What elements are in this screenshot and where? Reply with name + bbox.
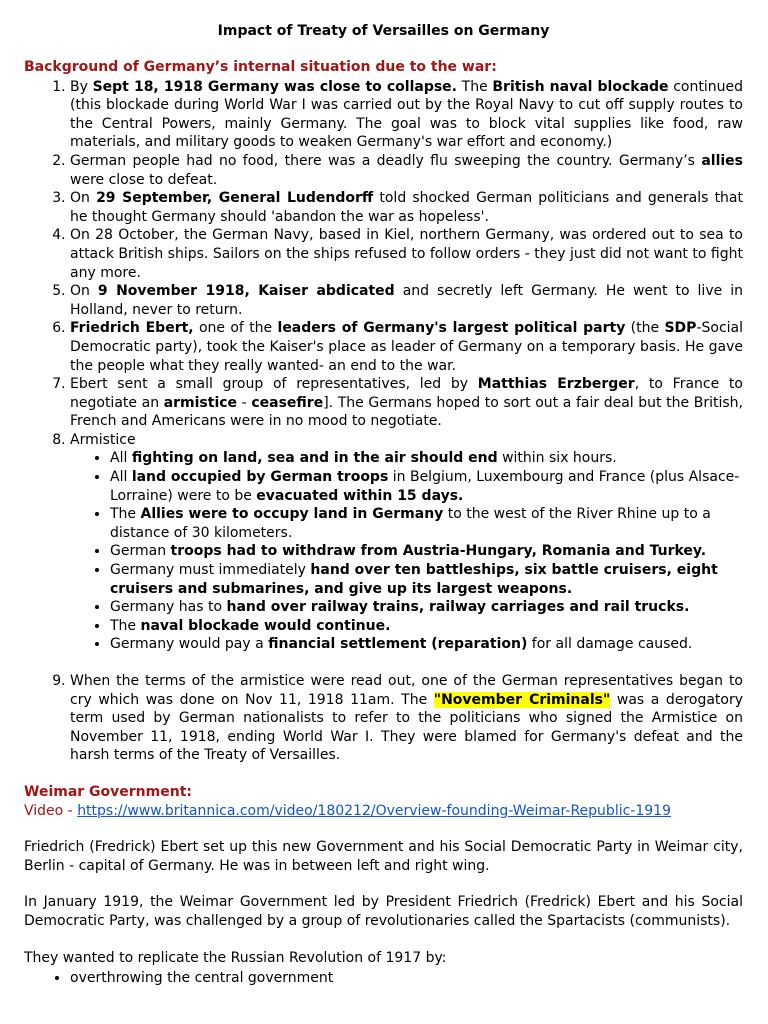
bullet-item	[110, 542, 743, 561]
text-run: The	[110, 617, 141, 634]
bold-text: Matthias Erzberger	[477, 376, 635, 393]
text-run: for all damage caused.	[527, 636, 693, 653]
bullet-item	[110, 617, 743, 636]
text-run: were close to defeat.	[70, 171, 218, 188]
text-run: When the terms of the armistice were read out, one of the German representatives began to cry which was done on Nov 11, 1918 11am. The	[70, 673, 743, 708]
list-item	[70, 226, 743, 282]
bold-text: Friedrich Ebert,	[70, 320, 194, 337]
text-run: The	[457, 78, 493, 95]
video-label: Video -	[24, 802, 78, 819]
text-run: Germany has to	[110, 599, 227, 616]
list-item	[70, 672, 743, 765]
bold-text: 29 September, General Ludendorff	[96, 190, 374, 207]
text-run: By	[70, 78, 93, 95]
list-item	[70, 189, 743, 226]
text-run: The	[110, 506, 141, 523]
bullet-item	[110, 505, 743, 542]
bold-text: naval blockade would continue.	[140, 617, 391, 634]
text-run: All	[110, 450, 132, 467]
text-run: was a derogatory term used by German nationalists to refer to the politicians who signed the Armistice on November 11, 1918, ending World War I. They were blamed for Germany's defeat and the harsh terms of the Treaty of Versailles.	[70, 691, 744, 764]
text-run: told shocked German politicians and generals that he thought Germany should 'abandon the war as hopeless'.	[70, 190, 744, 225]
text-run: -Social Democratic party), took the Kaiser's place as leader of Germany on a temporary basis. He gave the people what they really wanted- an end to the war.	[70, 320, 743, 374]
bold-text: fighting on land, sea and in the air should end	[131, 450, 498, 467]
paragraph-replicate-revolution: They wanted to replicate the Russian Revolution of 1917 by:	[24, 949, 447, 966]
bold-text: financial settlement (reparation)	[268, 636, 528, 653]
text-run: On	[70, 190, 97, 207]
text-run: Germany would pay a	[110, 636, 269, 653]
highlighted-term: "November Criminals"	[433, 691, 611, 708]
paragraph-ebert-government: Friedrich (Fredrick) Ebert set up this new Government and his Social Democratic Party in Weimar city, Berlin - capital of Germany. He was in between left and right wing.	[24, 839, 743, 874]
list-item	[70, 78, 743, 152]
bold-text: Sept 18, 1918 Germany was close to collapse.	[92, 78, 457, 95]
bold-text: British naval blockade	[492, 78, 669, 95]
bold-text: SDP	[664, 320, 697, 337]
text-run: in Belgium, Luxembourg and France (plus Alsace-Lorraine) were to be	[110, 469, 740, 504]
text-run: German people had no food, there was a deadly flu sweeping the country. Germany’s	[70, 152, 702, 169]
text-run: German	[110, 543, 171, 560]
bullet-item	[110, 561, 743, 598]
bullet-item: • overthrowing the central government	[70, 969, 743, 988]
list-item	[70, 431, 743, 654]
bold-text: ceasefire	[251, 394, 324, 411]
text-run: On 28 October, the German Navy, based in Kiel, northern Germany, was ordered out to sea to attack British ships. Sailors on the ships refused to follow orders - they just did not want to fight any more.	[70, 227, 743, 281]
text-run: and secretly left Germany. He went to live in Holland, never to return.	[70, 283, 743, 318]
bold-text: armistice	[163, 394, 238, 411]
paragraph-spartacists: In January 1919, the Weimar Government led by President Friedrich (Fredrick) Ebert and his Social Democratic Party, was challenged by a group of revolutionaries called the Spartacists (communists).	[24, 894, 743, 929]
armistice-terms-list	[70, 449, 743, 654]
text-run: Germany must immediately	[110, 562, 311, 579]
text-run: , to France to negotiate an	[70, 376, 743, 411]
section-heading-background: Background of Germany’s internal situation due to the war:	[24, 59, 497, 75]
text-run: (the	[625, 320, 665, 337]
bold-text: evacuated within 15 days.	[256, 487, 464, 504]
text-run: On	[70, 283, 98, 300]
text-run: within six hours.	[497, 450, 617, 467]
bold-text: Allies were to occupy land in Germany	[140, 506, 444, 523]
revolution-goals-list	[24, 969, 743, 988]
text-run: Armistice	[70, 431, 136, 448]
bold-text: land occupied by German troops	[131, 469, 389, 486]
list-item	[70, 319, 743, 375]
bold-text: troops had to withdraw from Austria-Hungary, Romania and Turkey.	[170, 543, 707, 560]
bold-text: hand over railway trains, railway carriages and rail trucks.	[226, 599, 690, 616]
list-item	[70, 152, 743, 189]
bullet-item	[110, 635, 743, 654]
text-run: -	[237, 394, 252, 411]
video-line	[24, 802, 743, 821]
bold-text: hand over ten battleships, six battle cruisers, eight cruisers and submarines, and give up its largest weapons.	[110, 562, 718, 597]
bold-text: allies	[701, 152, 743, 169]
text-run: Ebert sent a small group of representatives, led by	[70, 376, 478, 393]
section-heading-weimar: Weimar Government:	[24, 783, 192, 800]
bold-text: leaders of Germany's largest political party	[277, 320, 626, 337]
background-numbered-list	[24, 78, 743, 765]
bullet-item	[110, 468, 743, 505]
bullet-item	[110, 449, 743, 468]
text-run: All	[110, 469, 132, 486]
text-run: one of the	[193, 320, 278, 337]
list-item	[70, 375, 743, 431]
list-item	[70, 282, 743, 319]
text-run: to the west of the River Rhine up to a distance of 30 kilometers.	[110, 506, 711, 541]
bold-text: 9 November 1918, Kaiser abdicated	[97, 283, 395, 300]
britannica-video-link[interactable]: https://www.britannica.com/video/180212/Overview-founding-Weimar-Republic-1919	[77, 802, 671, 819]
bullet-item	[110, 598, 743, 617]
document-title: Impact of Treaty of Versailles on Germany	[217, 23, 550, 39]
text-run: continued (this blockade during World War I was carried out by the Royal Navy to cut off supply routes to the Central Powers, mainly Germany. The goal was to block vital supplies like food, raw materials, and military goods to weaken Germany's war effort and economy.)	[70, 78, 743, 151]
text-run: ]. The Germans hoped to sort out a fair deal but the British, French and Americans were in no mood to negotiate.	[70, 394, 743, 430]
